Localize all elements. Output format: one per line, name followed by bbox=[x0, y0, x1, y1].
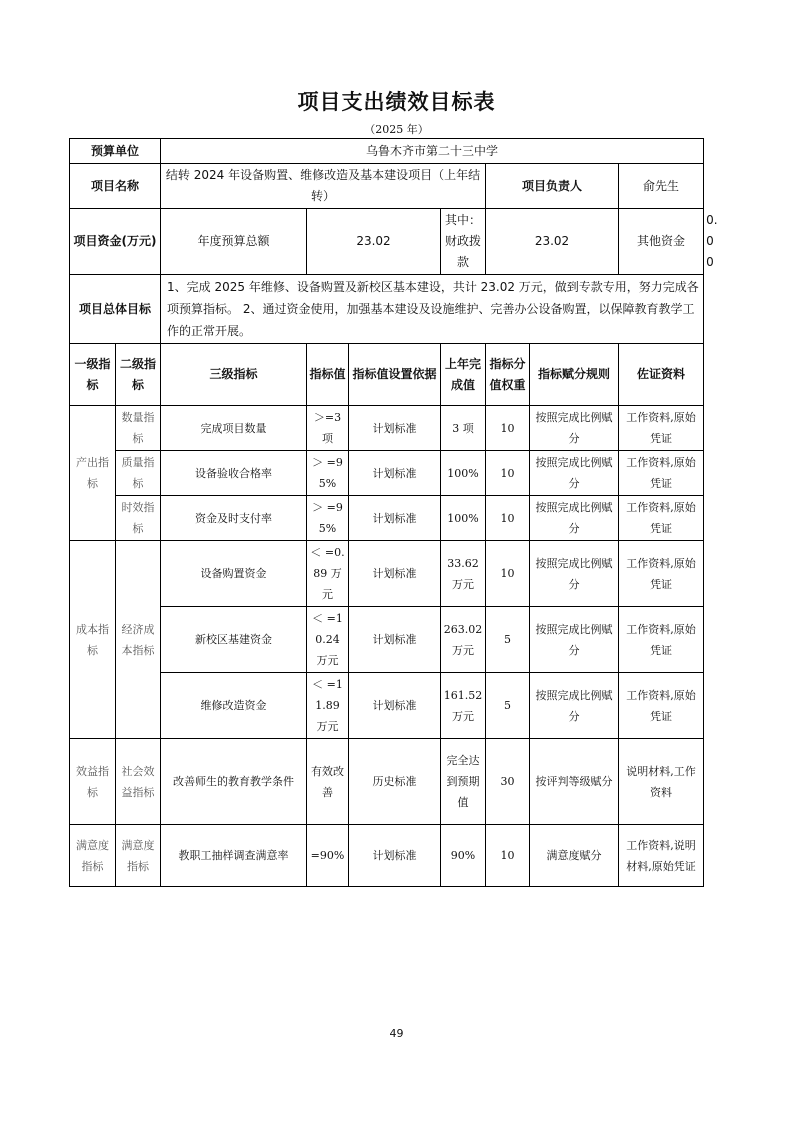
budget-unit-value: 乌鲁木齐市第二十三中学 bbox=[161, 139, 704, 164]
evidence-cell: 工作资料,原始凭证 bbox=[619, 541, 704, 607]
level3-cell: 新校区基建资金 bbox=[161, 607, 307, 673]
annual-budget-label: 年度预算总额 bbox=[161, 209, 307, 275]
table-row bbox=[70, 406, 704, 451]
basis-cell: 计划标准 bbox=[349, 541, 441, 607]
table-row bbox=[70, 739, 704, 825]
basis-cell: 计划标准 bbox=[349, 496, 441, 541]
level3-cell: 资金及时支付率 bbox=[161, 496, 307, 541]
column-header-row bbox=[70, 344, 704, 406]
weight-cell: 5 bbox=[486, 673, 530, 739]
level2-cell: 满意度指标 bbox=[116, 825, 161, 887]
evidence-cell: 说明材料,工作资料 bbox=[619, 739, 704, 825]
col-header-last-year: 上年完成值 bbox=[441, 344, 486, 406]
row-project-name bbox=[70, 164, 704, 209]
evidence-cell: 工作资料,原始凭证 bbox=[619, 607, 704, 673]
rule-cell: 按照完成比例赋分 bbox=[530, 607, 619, 673]
evidence-cell: 工作资料,原始凭证 bbox=[619, 451, 704, 496]
last-year-cell: 263.02 万元 bbox=[441, 607, 486, 673]
rule-cell: 按照完成比例赋分 bbox=[530, 406, 619, 451]
last-year-cell: 完全达到预期值 bbox=[441, 739, 486, 825]
row-project-fund: 项目资金(万元) 年度预算总额 23.02 其中：财政拨款 23.02 其他资金 0.00 bbox=[70, 209, 704, 275]
level3-cell: 设备验收合格率 bbox=[161, 451, 307, 496]
level2-cell: 社会效益指标 bbox=[116, 739, 161, 825]
rule-cell: 满意度赋分 bbox=[530, 825, 619, 887]
rule-cell: 按照完成比例赋分 bbox=[530, 673, 619, 739]
group-output: 产出指标 bbox=[70, 406, 116, 541]
evidence-cell: 工作资料,原始凭证 bbox=[619, 406, 704, 451]
year-label: （2025 年） bbox=[364, 123, 429, 136]
overall-goal-label: 项目总体目标 bbox=[70, 275, 161, 344]
table-row bbox=[70, 496, 704, 541]
last-year-cell: 100% bbox=[441, 496, 486, 541]
fiscal-allocation-value: 23.02 bbox=[486, 209, 619, 275]
level2-cell: 经济成本指标 bbox=[116, 541, 161, 739]
level3-cell: 教职工抽样调查满意率 bbox=[161, 825, 307, 887]
basis-cell: 计划标准 bbox=[349, 406, 441, 451]
row-budget-unit bbox=[70, 139, 704, 164]
page-title: 项目支出绩效目标表 bbox=[297, 90, 496, 114]
project-leader-value: 俞先生 bbox=[619, 164, 704, 209]
value-cell: ＞ =95% bbox=[307, 496, 349, 541]
weight-cell: 10 bbox=[486, 451, 530, 496]
last-year-cell: 100% bbox=[441, 451, 486, 496]
evidence-cell: 工作资料,原始凭证 bbox=[619, 496, 704, 541]
level3-cell: 改善师生的教育教学条件 bbox=[161, 739, 307, 825]
value-cell: =90% bbox=[307, 825, 349, 887]
value-cell: ＜ =0.89 万元 bbox=[307, 541, 349, 607]
rule-cell: 按照完成比例赋分 bbox=[530, 451, 619, 496]
table-row bbox=[70, 825, 704, 887]
last-year-cell: 161.52 万元 bbox=[441, 673, 486, 739]
value-cell: ＜ =10.24 万元 bbox=[307, 607, 349, 673]
level2-cell: 数量指标 bbox=[116, 406, 161, 451]
weight-cell: 30 bbox=[486, 739, 530, 825]
page-number: 49 bbox=[389, 1027, 404, 1040]
col-header-basis: 指标值设置依据 bbox=[349, 344, 441, 406]
level3-cell: 维修改造资金 bbox=[161, 673, 307, 739]
basis-cell: 计划标准 bbox=[349, 673, 441, 739]
weight-cell: 10 bbox=[486, 406, 530, 451]
performance-table bbox=[69, 138, 718, 887]
col-header-rule: 指标赋分规则 bbox=[530, 344, 619, 406]
rule-cell: 按评判等级赋分 bbox=[530, 739, 619, 825]
table-row bbox=[70, 607, 704, 673]
project-leader-label: 项目负责人 bbox=[486, 164, 619, 209]
value-cell: ＞=3 项 bbox=[307, 406, 349, 451]
evidence-cell: 工作资料,原始凭证 bbox=[619, 673, 704, 739]
last-year-cell: 90% bbox=[441, 825, 486, 887]
level2-cell: 质量指标 bbox=[116, 451, 161, 496]
level2-cell: 时效指标 bbox=[116, 496, 161, 541]
last-year-cell: 33.62 万元 bbox=[441, 541, 486, 607]
col-header-level1: 一级指标 bbox=[70, 344, 116, 406]
overall-goal-text: 1、完成 2025 年维修、设备购置及新校区基本建设，共计 23.02 万元，做到专款专用，努力完成各项预算指标。 2、通过资金使用，加强基本建设及设施维护、完善办公设备购置，以保障教育教学工作的正常开展。 bbox=[161, 275, 704, 344]
basis-cell: 历史标准 bbox=[349, 739, 441, 825]
project-name-value: 结转 2024 年设备购置、维修改造及基本建设项目（上年结转） bbox=[161, 164, 486, 209]
value-cell: 有效改善 bbox=[307, 739, 349, 825]
basis-cell: 计划标准 bbox=[349, 451, 441, 496]
basis-cell: 计划标准 bbox=[349, 607, 441, 673]
col-header-evidence: 佐证资料 bbox=[619, 344, 704, 406]
weight-cell: 10 bbox=[486, 825, 530, 887]
other-funds-label: 其他资金 bbox=[619, 209, 704, 275]
value-cell: ＞ =95% bbox=[307, 451, 349, 496]
col-header-value: 指标值 bbox=[307, 344, 349, 406]
col-header-level2: 二级指标 bbox=[116, 344, 161, 406]
last-year-cell: 3 项 bbox=[441, 406, 486, 451]
col-header-weight: 指标分值权重 bbox=[486, 344, 530, 406]
value-cell: ＜ =11.89 万元 bbox=[307, 673, 349, 739]
fiscal-allocation-label: 其中：财政拨款 bbox=[441, 209, 486, 275]
project-fund-label: 项目资金(万元) bbox=[70, 209, 161, 275]
table-row bbox=[70, 451, 704, 496]
rule-cell: 按照完成比例赋分 bbox=[530, 541, 619, 607]
weight-cell: 5 bbox=[486, 607, 530, 673]
rule-cell: 按照完成比例赋分 bbox=[530, 496, 619, 541]
basis-cell: 计划标准 bbox=[349, 825, 441, 887]
group-benefit: 效益指标 bbox=[70, 739, 116, 825]
evidence-cell: 工作资料,说明材料,原始凭证 bbox=[619, 825, 704, 887]
level3-cell: 完成项目数量 bbox=[161, 406, 307, 451]
weight-cell: 10 bbox=[486, 541, 530, 607]
group-satisfaction: 满意度指标 bbox=[70, 825, 116, 887]
budget-unit-label: 预算单位 bbox=[70, 139, 161, 164]
weight-cell: 10 bbox=[486, 496, 530, 541]
row-overall-goal bbox=[70, 275, 704, 344]
table-row bbox=[70, 541, 704, 607]
annual-budget-value: 23.02 bbox=[307, 209, 441, 275]
table-row bbox=[70, 673, 704, 739]
level3-cell: 设备购置资金 bbox=[161, 541, 307, 607]
project-name-label: 项目名称 bbox=[70, 164, 161, 209]
group-cost: 成本指标 bbox=[70, 541, 116, 739]
col-header-level3: 三级指标 bbox=[161, 344, 307, 406]
